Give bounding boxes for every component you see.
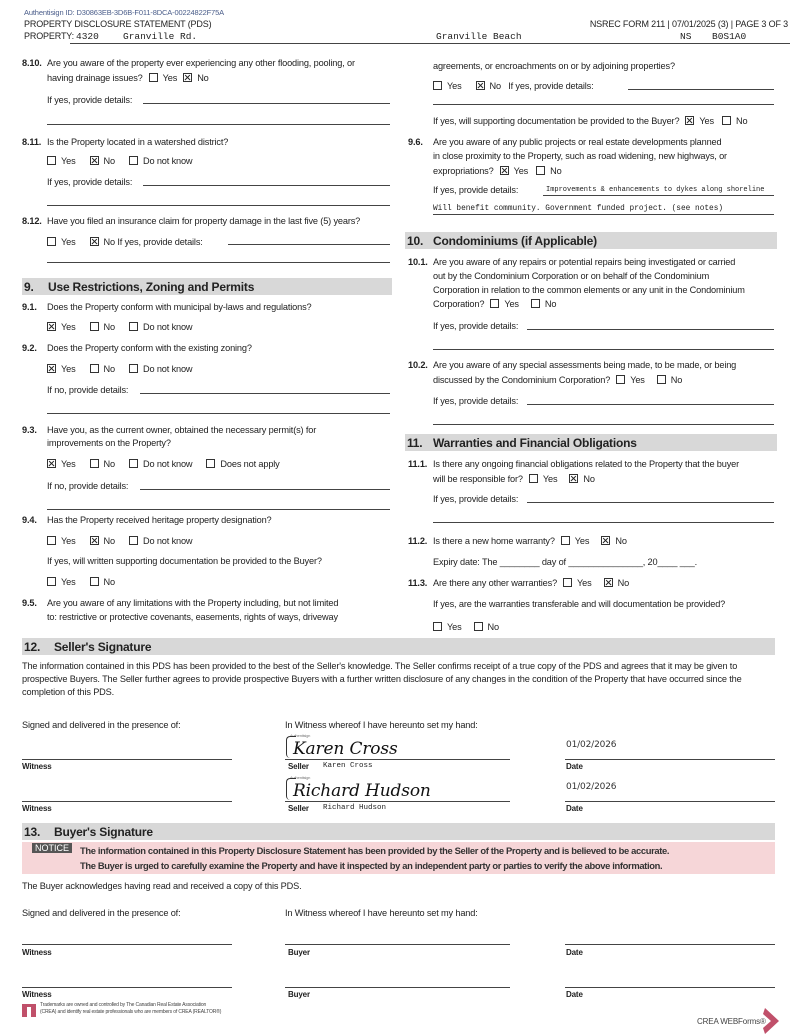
form-title: PROPERTY DISCLOSURE STATEMENT (PDS) xyxy=(24,19,212,29)
notice-text: The Buyer is urged to carefully examine the Property and have it inspected by an independent party or parties to verify the above information. xyxy=(80,860,663,871)
details-label: If yes, provide details: xyxy=(47,95,133,105)
yes-checkbox[interactable] xyxy=(47,156,56,165)
question-10-1-text: out by the Condominium Corporation or on behalf of the Condominium xyxy=(433,271,710,281)
do-not-know-checkbox[interactable] xyxy=(129,364,138,373)
date-field[interactable] xyxy=(565,987,775,988)
yes-checkbox[interactable] xyxy=(47,322,56,331)
authentisign-id: Authentisign ID: D30863EB-3D6B-F011-8DCA-00224822F75A xyxy=(24,8,224,17)
details-field[interactable] xyxy=(47,509,390,510)
question-10-1-text: Corporation in relation to the common elements or any unit in the Condominium xyxy=(433,285,745,295)
question-8-12-answer: Yes No If yes, provide details: xyxy=(41,237,203,247)
question-11-3: 11.3. Are there any other warranties? Yes No xyxy=(408,578,630,588)
question-9-6-text: in close proximity to the Property, such as road widening, new highways, or xyxy=(433,151,727,161)
postal-code: B0S1A0 xyxy=(712,31,747,42)
notice-text: The information contained in this Property Disclosure Statement has been provided by the Seller of the Property and is believed to be accurate. xyxy=(80,845,670,856)
seller-label: Seller xyxy=(288,762,309,771)
notice-box xyxy=(22,842,775,874)
question-11-3-followup: If yes, are the warranties transferable and will documentation be provided? xyxy=(433,599,726,609)
question-9-4-followup-answer: Yes No xyxy=(41,577,115,587)
expiry-date-field[interactable]: Expiry date: The ________ day of _______________, 20____ ___. xyxy=(433,557,697,567)
date-label: Date xyxy=(566,948,583,957)
question-8-10-answer: having drainage issues? Yes No xyxy=(47,73,209,83)
question-9-1: 9.1. Does the Property conform with municipal by-laws and regulations? xyxy=(22,302,312,312)
details-field[interactable] xyxy=(47,262,390,263)
section-12-header: 12. Seller's Signature xyxy=(22,638,775,655)
question-9-4-answer: Yes No Do not know xyxy=(41,536,192,546)
seller-paragraph: The information contained in this PDS has been provided to the best of the Seller's knowledge. The Seller confirms receipt of a true copy of the PDS and agrees that it may be given to prospective Buyers. The Seller further agrees to provide prospective Buyers with a further written disclosure of any changes in the condition of the Property that have occurred since the completion of this PDS. xyxy=(22,661,742,697)
no-checkbox[interactable] xyxy=(569,474,578,483)
trademark-text: Trademarks are owned and controlled by The Canadian Real Estate Association xyxy=(40,1002,207,1008)
details-label: If no, provide details: xyxy=(47,385,129,395)
section-13-header: 13. Buyer's Signature xyxy=(22,823,775,840)
question-9-6-answer: expropriations? Yes No xyxy=(433,166,562,176)
no-checkbox[interactable] xyxy=(474,622,483,631)
yes-checkbox[interactable] xyxy=(433,81,442,90)
details-field[interactable] xyxy=(143,103,390,104)
details-field[interactable] xyxy=(527,329,774,330)
no-checkbox[interactable] xyxy=(90,237,99,246)
buyer-signature-field[interactable] xyxy=(285,987,510,988)
question-9-3: 9.3. Have you, as the current owner, obtained the necessary permit(s) for xyxy=(22,425,317,435)
witness-label: Witness xyxy=(22,990,52,999)
street: Granville Rd. xyxy=(123,31,198,42)
witness-signature-field[interactable] xyxy=(22,987,232,988)
section-9-header: 9. Use Restrictions, Zoning and Permits xyxy=(22,278,392,295)
seller-name: Karen Cross xyxy=(323,762,373,770)
question-10-1: 10.1. Are you aware of any repairs or potential repairs being investigated or carried xyxy=(408,257,736,267)
question-9-5-answer: Yes No If yes, provide details: xyxy=(427,81,593,91)
yes-checkbox[interactable] xyxy=(563,578,572,587)
property-label: PROPERTY: xyxy=(24,31,75,41)
yes-checkbox[interactable] xyxy=(500,166,509,175)
question-9-6: 9.6. Are you aware of any public projects or real estate developments planned xyxy=(408,137,722,147)
no-checkbox[interactable] xyxy=(722,116,731,125)
question-8-10: 8.10. Are you aware of the property ever experiencing any other flooding, pooling, or xyxy=(22,58,355,68)
details-answer-line-1[interactable]: Improvements & enhancements to dykes along shoreline xyxy=(546,186,765,194)
yes-checkbox[interactable] xyxy=(47,237,56,246)
date-label: Date xyxy=(566,990,583,999)
question-9-3-answer: Yes No Do not know Does not apply xyxy=(41,459,280,469)
buyer-signature-field[interactable] xyxy=(285,944,510,945)
question-10-1-answer: Corporation? Yes No xyxy=(433,299,557,309)
details-field[interactable] xyxy=(433,349,774,350)
details-field[interactable] xyxy=(143,185,390,186)
chevron-right-icon xyxy=(763,1008,779,1034)
crea-logo-icon xyxy=(22,1004,36,1017)
no-checkbox[interactable] xyxy=(531,299,540,308)
date-field[interactable] xyxy=(565,944,775,945)
details-field[interactable] xyxy=(140,489,390,490)
question-11-1: 11.1. Is there any ongoing financial obligations related to the Property that the buyer xyxy=(408,459,740,469)
question-9-4-followup: If yes, will written supporting documentation be provided to the Buyer? xyxy=(47,556,322,566)
witness-signature-field[interactable] xyxy=(22,759,232,760)
no-checkbox[interactable] xyxy=(476,81,485,90)
section-10-header: 10. Condominiums (if Applicable) xyxy=(405,232,777,249)
details-field[interactable] xyxy=(228,244,390,245)
question-9-4: 9.4. Has the Property received heritage property designation? xyxy=(22,515,272,525)
buyer-acknowledgement: The Buyer acknowledges having read and received a copy of this PDS. xyxy=(22,881,302,891)
yes-checkbox[interactable] xyxy=(149,73,158,82)
details-label: If yes, provide details: xyxy=(47,177,133,187)
in-witness-label: In Witness whereof I have hereunto set my hand: xyxy=(285,720,478,730)
witness-signature-field[interactable] xyxy=(22,801,232,802)
question-10-2-answer: discussed by the Condominium Corporation? Yes No xyxy=(433,375,683,385)
details-label: If yes, provide details: xyxy=(433,185,519,195)
date-label: Date xyxy=(566,804,583,813)
authentisign-mark: Authentisign xyxy=(290,775,311,780)
do-not-know-checkbox[interactable] xyxy=(129,536,138,545)
details-field[interactable] xyxy=(433,104,774,105)
details-field[interactable] xyxy=(47,413,390,414)
question-9-5-text: agreements, or encroachments on or by adjoining properties? xyxy=(433,61,675,71)
do-not-know-checkbox[interactable] xyxy=(129,322,138,331)
question-11-1-answer: will be responsible for? Yes No xyxy=(433,474,595,484)
yes-checkbox[interactable] xyxy=(529,474,538,483)
question-9-2: 9.2. Does the Property conform with the existing zoning? xyxy=(22,343,252,353)
witness-label: Witness xyxy=(22,762,52,771)
details-field[interactable] xyxy=(433,522,774,523)
witness-signature-field[interactable] xyxy=(22,944,232,945)
yes-checkbox[interactable] xyxy=(561,536,570,545)
details-answer-line-2[interactable]: Will benefit community. Government funded project. (see notes) xyxy=(433,205,724,213)
signed-in-presence-label: Signed and delivered in the presence of: xyxy=(22,720,181,730)
no-checkbox[interactable] xyxy=(90,322,99,331)
seller-signature[interactable]: Richard Hudson xyxy=(293,781,431,801)
details-field[interactable] xyxy=(433,424,774,425)
authentisign-mark: Authentisign xyxy=(290,733,311,738)
seller-signature[interactable]: Karen Cross xyxy=(293,739,398,759)
no-checkbox[interactable] xyxy=(90,577,99,586)
question-9-1-answer: Yes No Do not know xyxy=(41,322,192,332)
yes-checkbox[interactable] xyxy=(490,299,499,308)
question-9-3-text: improvements on the Property? xyxy=(47,438,171,448)
buyer-label: Buyer xyxy=(288,948,310,957)
signed-in-presence-label: Signed and delivered in the presence of: xyxy=(22,908,181,918)
date-label: Date xyxy=(566,762,583,771)
seller-date[interactable]: 01/02/2026 xyxy=(566,740,617,750)
question-9-2-answer: Yes No Do not know xyxy=(41,364,192,374)
question-9-5-followup: If yes, will supporting documentation be provided to the Buyer? Yes No xyxy=(433,116,748,126)
details-label: If yes, provide details: xyxy=(433,494,519,504)
details-field[interactable] xyxy=(47,205,390,206)
yes-checkbox[interactable] xyxy=(685,116,694,125)
details-field[interactable] xyxy=(527,502,774,503)
buyer-label: Buyer xyxy=(288,990,310,999)
no-checkbox[interactable] xyxy=(183,73,192,82)
details-field[interactable] xyxy=(47,124,390,125)
do-not-know-checkbox[interactable] xyxy=(129,156,138,165)
details-label: If yes, provide details: xyxy=(433,396,519,406)
details-label: If no, provide details: xyxy=(47,481,129,491)
question-8-12: 8.12. Have you filed an insurance claim for property damage in the last five (5) years? xyxy=(22,216,361,226)
trademark-text: (CREA) and identify real estate professionals who are members of CREA (REALTOR®) xyxy=(40,1009,222,1015)
seller-label: Seller xyxy=(288,804,309,813)
yes-checkbox[interactable] xyxy=(47,459,56,468)
question-9-5-text: to: restrictive or protective covenants, easements, rights of ways, driveway xyxy=(47,612,338,622)
yes-checkbox[interactable] xyxy=(47,577,56,586)
section-11-header: 11. Warranties and Financial Obligations xyxy=(405,434,777,451)
question-8-11: 8.11. Is the Property located in a watershed district? xyxy=(22,137,229,147)
no-checkbox[interactable] xyxy=(604,578,613,587)
street-no: 4320 xyxy=(76,31,99,42)
in-witness-label: In Witness whereof I have hereunto set my hand: xyxy=(285,908,478,918)
no-checkbox[interactable] xyxy=(536,166,545,175)
province: NS xyxy=(680,31,692,42)
no-checkbox[interactable] xyxy=(657,375,666,384)
details-field[interactable] xyxy=(527,404,774,405)
notice-tag: NOTICE xyxy=(32,843,72,853)
question-8-11-answer: Yes No Do not know xyxy=(41,156,192,166)
no-checkbox[interactable] xyxy=(90,156,99,165)
details-label: If yes, provide details: xyxy=(433,321,519,331)
yes-checkbox[interactable] xyxy=(47,364,56,373)
seller-name: Richard Hudson xyxy=(323,804,387,812)
no-checkbox[interactable] xyxy=(90,536,99,545)
yes-checkbox[interactable] xyxy=(433,622,442,631)
no-checkbox[interactable] xyxy=(90,364,99,373)
crea-webforms-label: CREA WEBForms® xyxy=(697,1017,766,1026)
question-10-2: 10.2. Are you aware of any special assessments being made, to be made, or being xyxy=(408,360,737,370)
details-field[interactable] xyxy=(628,89,774,90)
witness-label: Witness xyxy=(22,804,52,813)
no-checkbox[interactable] xyxy=(90,459,99,468)
question-11-3-followup-answer: Yes No xyxy=(427,622,499,632)
yes-checkbox[interactable] xyxy=(47,536,56,545)
city: Granville Beach xyxy=(436,31,522,42)
does-not-apply-checkbox[interactable] xyxy=(206,459,215,468)
witness-label: Witness xyxy=(22,948,52,957)
do-not-know-checkbox[interactable] xyxy=(129,459,138,468)
details-field[interactable] xyxy=(140,393,390,394)
yes-checkbox[interactable] xyxy=(616,375,625,384)
seller-date[interactable]: 01/02/2026 xyxy=(566,782,617,792)
no-checkbox[interactable] xyxy=(601,536,610,545)
question-9-5: 9.5. Are you aware of any limitations with the Property including, but not limited xyxy=(22,598,339,608)
form-info: NSREC FORM 211 | 07/01/2025 (3) | PAGE 3 OF 3 xyxy=(589,19,788,29)
question-11-2: 11.2. Is there a new home warranty? Yes No xyxy=(408,536,627,546)
